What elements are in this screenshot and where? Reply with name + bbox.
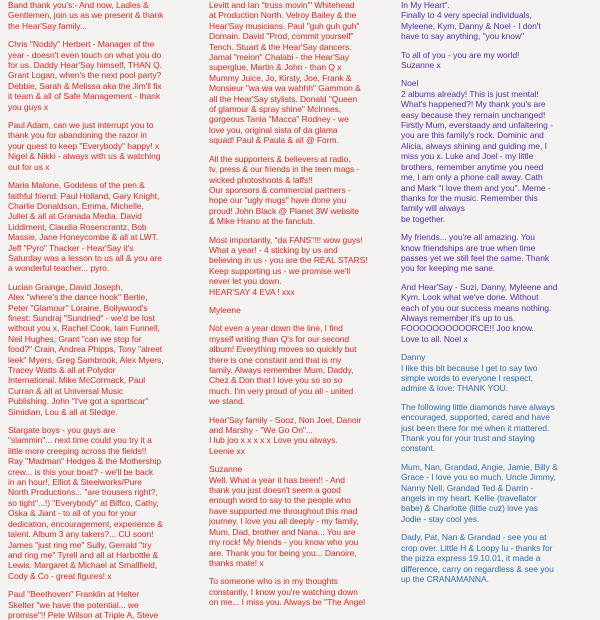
text-paragraph: Noel 2 albums already! This is just mental! What's happened?! My thank you's are easy because they remain unchanged! Firstly Mum, everstaady and unfaltering - you are this family's rock. Dominic and Alicia, always shining and guiding me, I miss you x. Luke and Joel - my little brothers, remember anytime you need me, I am only a phone call away. Cath and Mark "I love them and you". Meme - thanks for the music. Remember this family will always be together. (401, 78, 553, 224)
text-paragraph: In My Heart". Finally to 4 very special individuals, Myleene, Kym, Danny & Noel - I don't have to say anything, "you know" (401, 0, 541, 42)
text-column-2 (209, 0, 398, 608)
text-paragraph: Paul Adam, can we just interrupt you to thank you for abandoning the razor in your quest to keep "Everybody" happy! x Nigel & Nikki - always with us & watching out for us x (8, 120, 161, 172)
text-paragraph: Lucian Grainge, David Joseph, Alex "where's the dance hook" Bertie, Peter "Glamour" Loraine, Bollywood's finest: Sundraj "Sundried" - we'd be lost without you x, Rachel Cook, Iain Funnell, Neil Hughes, Grant "can we stop for food?" Crain, Andrea Phipps, Tony "alreet leek" Myers, Greg Sambrook, Alex Myers, Tracey Watts & all at Polydor International. Mike McCormack, Paul Curran & all at Universal Music Publishing. John "I've got a sportscar" Simidian, Lou & all at Sledge. (8, 281, 164, 417)
text-paragraph: Band thank you's:- And now, Ladies & Gentlemen, join us as we present & thank the Hear'Say family... (8, 0, 164, 31)
text-column-1 (8, 0, 205, 620)
text-paragraph: Stargate boys - you guys are "slammin"... next time could you try it a little more creeping across the fields!! Ray "Madman" Hedges & the Mothership crew... is this your boat? - we'll be back in an hour!, Elliot & Steelworks/Pure North Productions... "are trousers right?, so tight"...!) "Everybody" at Biffco, Cathy, Oska & Jiant - to all of you for your dedication, encouragement, experience & talent. Album 3 any takers?... CU soon! James "just ring me" Sully, Gerrald "try and ring me" Tyrell and all at Harbottle & Lewis. Margaret & Michael at Smallfield, Cody & Co - great figures! x (8, 425, 163, 581)
text-paragraph: Levitt and Ian "truss movin'" Whitehead at Production North. Velroy Bailey & the Hear'Say musicians. Paul "guh guh guh" Domain. David "Prod, commit yourself" Tench. Stuart & the Hear'Say dancers. Jamal "meion" Chalabi - the Hear'Say superglue, Martin & John - than Q x Mummy Juice, Jo, Kirsty, Joe, Frank & Monsieur "wa wa wa wahhh" Gammon & all the Hear'Say stylists. Donald "Queen of glamour & spray shine" McInnes, gorgeous Tania "Macca" Rodney - we love you, original sista of da glama squad! Paul & Paula & all @ Form. (209, 0, 361, 146)
text-paragraph: All the supporters & believers at radio, tv, press & our friends in the teen mags - wicked photoshoots & laffs!! Our sponsors & commercial partners - hope our "ugly mugs" have done you proud! John Black @ Planet 3W website & Mike Hrano at the fanclub. (209, 153, 360, 227)
text-paragraph: Mum, Nan, Grandad, Angie, Jamie, Billy & Grace - I love you so much. Uncle Jimmy, Nanny Nell, Grandad Ted & Darrin - angels in my heart. Kellie (travellator babe) & Charlotte (little cuz) love yas Jodie - stay cool yes. (401, 461, 558, 524)
text-paragraph: Danny I like this bit because I get to say two simple words to everyone I respect, admire & love: THANK YOU. (401, 352, 538, 394)
text-paragraph: Paul "Beethoven" Franklin at Helter Skelter "we have the potential... we promise"!! Pete Wilson at Triple A, Steve (8, 589, 159, 620)
text-paragraph: Suzanne Well. What a year it has been!! - And thank you just doesn't seem a good enough word to say to the people who have supported me throughout this mad journey. I love you all deeply - my family, Mum, Dad, brother and Nana... You are my rock! My friends - you know who you are. Thank you for being you... Danoire, thanks mate! x (209, 464, 359, 568)
text-paragraph: My friends... you're all amazing. You know friendships are true when time passes yet we still feel the same. Thank you for keeping me sane. (401, 232, 550, 274)
text-paragraph: Hear'Say family - Sooz, Non Joel, Danoir and Marshy - "We Go On"... I lub joo x x x x x Love you always. Leenie xx (209, 414, 362, 456)
text-paragraph: Dady, Pat, Nan & Grandad - see you at crop over. Little H & Loopy lu - thanks for the pizza express 19.10.01, it made a difference, carry on regardless & see you up the CRANAMANNA. (401, 532, 554, 584)
text-paragraph: Most importantly, "da FANS"!!! wow guys! What a year! - 4 sticking by us and believing in us - you are the REAL STARS! Keep supporting us - we promise we'll never let you down. HEAR'SAY 4 EVA ! xxx (209, 234, 368, 297)
text-paragraph: The following little diamonds have always encouraged, supported, cared and have just been there for me when it mattered. Thank you for your trust and staying constant. (401, 401, 555, 454)
text-column-3 (401, 0, 593, 600)
text-paragraph: Myleene (209, 304, 241, 315)
text-paragraph: And Hear'Say - Suzi, Danny, Myleene and Kym. Look what we've done. Without each of you our success means nothing. Always remember it's up to us. FOOOOOOOOOORCE!! Joo know. Love to all. Noel x (401, 281, 558, 344)
text-paragraph: Maria Malone, Goddess of the pen & faithful friend. Paul Holland, Gary Knight, Charlie Donaldson, Emma, Michelle, Juliet & all at Granada Media. David Liddiment, Claudia Rosencrantz, Bob Massie, Jane Honeycombe & all at LWT. Jeff "Pyro" Thacker - Hear'Say it's Saturday was a lesson to us all & you are a wonderful teacher... pyro. (8, 180, 162, 274)
text-paragraph: To all of you - you are my world! Suzanne x (401, 49, 520, 71)
text-paragraph: Not even a year down the line, I find myself writing than Q's for our second album! Everything moves so quickly but there is one constant and that is my family. Always remember Mum, Daddy, Chez & Don that I love you so so so much. I'm very proud of you all - united we stand. (209, 323, 357, 407)
text-paragraph: To someone who is in my thoughts constantly, I know you're watching down on me... I miss you. Always be "The Angel (209, 576, 365, 608)
text-paragraph: Chris "Noddy" Herbert - Manager of the year - doesn't even touch on what you do for us. Daddy Hear'Say himself, THAN Q. Grant Logan, when's the next pool party? Debbie, Sarah & Melissa aka the Jim'll fix it team & all of Safe Management - thank you guys x (8, 39, 162, 112)
